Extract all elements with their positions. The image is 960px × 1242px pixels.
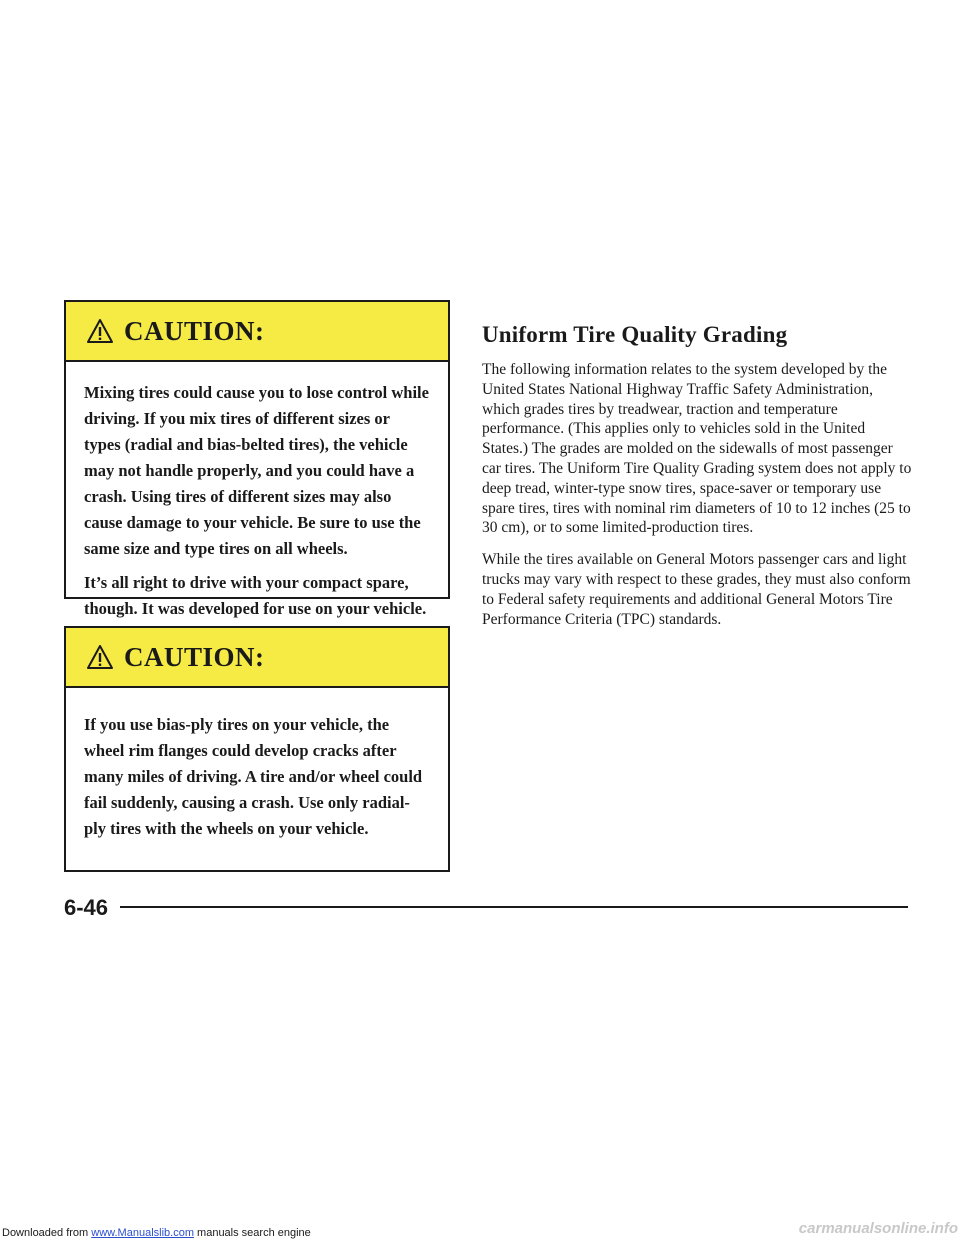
- caution-header: [66, 302, 448, 362]
- caution-title: CAUTION:: [124, 315, 265, 346]
- warning-triangle-icon: [86, 644, 114, 670]
- caution-body: [66, 688, 448, 842]
- caution-header: [66, 628, 448, 688]
- warning-triangle-icon: [86, 318, 114, 344]
- caution-box-mixing-tires: [64, 300, 450, 618]
- section-paragraph: The following information relates to the system developed by the United States National Highway Traffic Safety Administration, which grades tires by treadwear, traction and temperature performance. (This applies only to vehicles sold in the United States.) The grades are molded on the sidewalls of most passenger car tires. The Uniform Tire Quality Grading system does not apply to deep tread, winter-type snow tires, space-saver or temporary use spare tires, tires with nominal rim diameters of 10 to 12 inches (25 to 30 cm), or to some limited-production tires.: [482, 361, 912, 537]
- page-number: 6-46: [64, 895, 109, 920]
- caution-paragraph: It’s all right to drive with your compact spare, though. It was developed for use on your vehicle.: [84, 573, 427, 618]
- caution-paragraph: Mixing tires could cause you to lose control while driving. If you mix tires of different sizes or types (radial and bias-belted tires), the vehicle may not handle properly, and you could have a crash. Using tires of different sizes may also cause damage to your vehicle. Be sure to use the same size and type tires on all wheels.: [84, 383, 429, 558]
- banner-suffix: manuals search engine: [193, 1227, 311, 1239]
- footer-divider: [120, 906, 908, 908]
- caution-box-bias-ply: [64, 626, 450, 872]
- watermark: carmanualsonline.info: [798, 1220, 958, 1237]
- tire-grading-section: [482, 322, 912, 641]
- caution-paragraph: If you use bias-ply tires on your vehicle, the wheel rim flanges could develop cracks after many miles of driving. A tire and/or wheel could fail suddenly, causing a crash. Use only radial-ply tires with the wheels on your vehicle.: [84, 715, 423, 838]
- section-heading: Uniform Tire Quality Grading: [482, 322, 788, 347]
- section-paragraph: While the tires available on General Motors passenger cars and light trucks may vary with respect to these grades, they must also conform to Federal safety requirements and additional General Motors Tire Performance Criteria (TPC) standards.: [482, 551, 911, 628]
- banner-prefix: Downloaded from: [2, 1227, 92, 1239]
- caution-title: CAUTION:: [124, 641, 265, 672]
- caution-body: [66, 362, 448, 622]
- manualslib-link[interactable]: www.Manualslib.com: [91, 1227, 194, 1239]
